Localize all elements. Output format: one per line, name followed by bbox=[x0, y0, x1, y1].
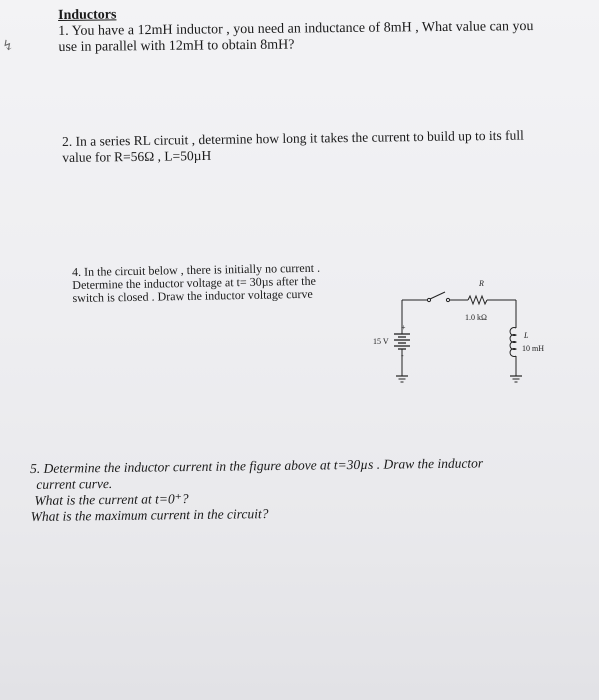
question-2-line-1: 2. In a series RL circuit , determine how long it takes the current to build up to its full bbox=[62, 127, 524, 149]
question-5-line-4: What is the maximum current in the circuit? bbox=[30, 506, 269, 524]
source-value-label: 15 V bbox=[373, 337, 389, 346]
inductor-value-label: 10 mH bbox=[522, 344, 544, 353]
resistor-symbol-label: R bbox=[479, 279, 484, 288]
question-5-line-3: What is the current at t=0⁺? bbox=[34, 491, 189, 508]
inductor-symbol-label: L bbox=[524, 331, 529, 340]
switch-contact-right bbox=[446, 298, 449, 301]
question-2-line-2: value for R=56Ω , L=50µH bbox=[62, 147, 212, 165]
inductor-symbol bbox=[510, 328, 516, 357]
margin-mark-icon: ↯ bbox=[2, 39, 14, 54]
question-5 bbox=[30, 455, 484, 525]
question-5-line-2: current curve. bbox=[36, 475, 113, 492]
resistor-symbol bbox=[468, 296, 487, 304]
question-4 bbox=[72, 262, 321, 305]
question-1-line-2: use in parallel with 12mH to obtain 8mH? bbox=[58, 37, 295, 55]
question-5-line-1: 5. Determine the inductor current in the figure above at t=30µs . Draw the inductor bbox=[30, 455, 484, 476]
question-4-line-3: switch is closed . Draw the inductor voltage curve bbox=[72, 286, 313, 305]
rl-circuit-diagram bbox=[355, 272, 570, 397]
switch-blade bbox=[430, 292, 445, 299]
question-2 bbox=[62, 128, 524, 166]
question-1 bbox=[58, 3, 534, 56]
source-minus-label: - bbox=[401, 351, 404, 360]
source-plus-label: + bbox=[401, 323, 406, 332]
question-4-line-2: Determine the inductor voltage at t= 30µs after the bbox=[72, 273, 317, 292]
section-title: Inductors bbox=[58, 7, 117, 23]
resistor-value-label: 1.0 kΩ bbox=[465, 313, 487, 322]
question-1-line-1: 1. You have a 12mH inductor , you need an inductance of 8mH , What value can you bbox=[58, 19, 534, 39]
question-4-line-1: 4. In the circuit below , there is initially no current . bbox=[71, 260, 321, 279]
